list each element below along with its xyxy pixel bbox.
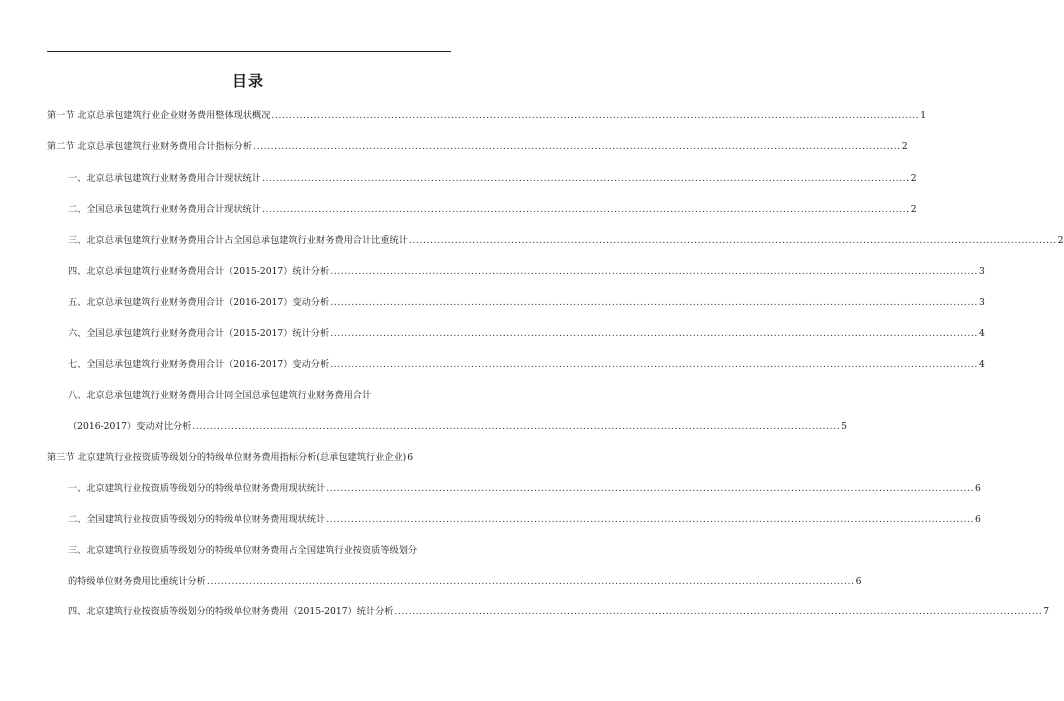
toc-entry-section-1[interactable] (47, 109, 927, 123)
toc-entry-sub-7[interactable] (68, 358, 985, 372)
toc-leader (253, 140, 901, 154)
toc-entry-text: 一、北京建筑行业按资质等级划分的特级单位财务费用现状统计 (68, 483, 326, 494)
header-rule (47, 51, 451, 52)
toc-entry-sub-5[interactable] (68, 296, 985, 310)
toc-entry-text: 第二节 北京总承包建筑行业财务费用合计指标分析 (47, 141, 253, 152)
toc-entry-text: 八、北京总承包建筑行业财务费用合计同全国总承包建筑行业财务费用合计 (68, 390, 372, 401)
toc-entry-page: 1 (920, 110, 927, 121)
toc-entry-page: 3 (978, 266, 985, 277)
toc-entry-s3-sub-4[interactable] (68, 605, 1050, 619)
toc-entry-page: 6 (855, 576, 862, 587)
toc-entry-text: 五、北京总承包建筑行业财务费用合计（2016-2017）变动分析 (68, 297, 330, 308)
toc-entry-page: 7 (1043, 606, 1050, 617)
toc-entry-s3-sub-1[interactable] (68, 482, 981, 496)
toc-leader (330, 358, 978, 372)
toc-leader (262, 172, 910, 186)
toc-entry-text: 二、全国总承包建筑行业财务费用合计现状统计 (68, 204, 261, 215)
toc-leader (326, 513, 974, 527)
toc-entry-text: 第一节 北京总承包建筑行业企业财务费用整体现状概况 (47, 110, 271, 121)
toc-leader (330, 296, 978, 310)
toc-entry-section-3[interactable] (47, 451, 449, 465)
toc-entry-page: 6 (975, 483, 981, 494)
toc-entry-sub-8-line-2[interactable] (68, 420, 847, 434)
toc-leader (330, 327, 978, 341)
toc-entry-text: 六、全国总承包建筑行业财务费用合计（2015-2017）统计分析 (68, 328, 330, 339)
toc-entry-s3-sub-3-line-1[interactable] (68, 544, 449, 558)
toc-entry-text: 七、全国总承包建筑行业财务费用合计（2016-2017）变动分析 (68, 359, 330, 370)
toc-entry-sub-2[interactable] (68, 203, 917, 217)
toc-title: 目录 (231, 72, 264, 90)
toc-entry-page: 2 (901, 141, 908, 152)
toc-entry-page: 6 (407, 452, 414, 463)
toc-entry-text: 第三节 北京建筑行业按资质等级划分的特级单位财务费用指标分析(总承包建筑行业企业) (47, 452, 407, 463)
toc-entry-section-2[interactable] (47, 140, 908, 154)
toc-entry-text: （2016-2017）变动对比分析 (68, 421, 192, 432)
toc-entry-page: 2 (910, 204, 917, 215)
toc-entry-sub-4[interactable] (68, 265, 985, 279)
toc-entry-text: 二、全国建筑行业按资质等级划分的特级单位财务费用现状统计 (68, 514, 326, 525)
toc-leader (262, 203, 910, 217)
toc-entry-s3-sub-3-line-2[interactable] (68, 575, 862, 589)
toc-entry-text: 三、北京建筑行业按资质等级划分的特级单位财务费用占全国建筑行业按资质等级划分 (68, 545, 418, 556)
toc-entry-text: 一、北京总承包建筑行业财务费用合计现状统计 (68, 173, 261, 184)
toc-leader (192, 420, 840, 434)
toc-entry-text: 三、北京总承包建筑行业财务费用合计占全国总承包建筑行业财务费用合计比重统计 (68, 235, 408, 246)
toc-leader (326, 482, 974, 496)
toc-leader (271, 109, 919, 123)
toc-leader (395, 605, 1043, 619)
toc-entry-text: 四、北京建筑行业按资质等级划分的特级单位财务费用（2015-2017）统计分析 (68, 606, 394, 617)
toc-entry-page: 6 (975, 514, 981, 525)
toc-entry-sub-6[interactable] (68, 327, 985, 341)
toc-entry-page: 3 (978, 297, 985, 308)
toc-entry-page: 2 (1057, 235, 1064, 246)
toc-entry-page: 5 (841, 421, 847, 432)
toc-entry-page: 4 (978, 328, 985, 339)
toc-entry-s3-sub-2[interactable] (68, 513, 981, 527)
toc-entry-sub-3[interactable] (68, 234, 1064, 248)
toc-entry-page: 2 (910, 173, 917, 184)
toc-entry-text: 四、北京总承包建筑行业财务费用合计（2015-2017）统计分析 (68, 266, 330, 277)
toc-entry-sub-8-line-1[interactable] (68, 389, 449, 403)
toc-entry-page: 4 (978, 359, 985, 370)
toc-entry-text: 的特级单位财务费用比重统计分析 (68, 576, 206, 587)
toc-entry-sub-1[interactable] (68, 172, 917, 186)
toc-leader (330, 265, 978, 279)
toc-leader (409, 234, 1057, 248)
toc-leader (207, 575, 855, 589)
